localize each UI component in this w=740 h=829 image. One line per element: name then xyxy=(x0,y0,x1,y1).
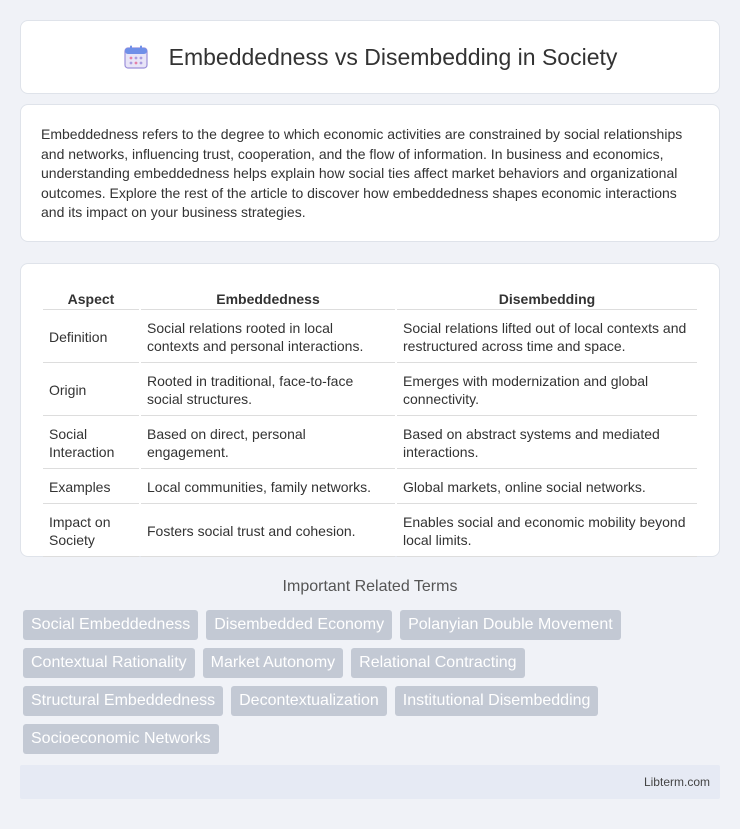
table-row xyxy=(43,471,697,504)
cell-disembedding: Enables social and economic mobility beyond local limits. xyxy=(397,506,697,557)
related-term-tag[interactable]: Structural Embeddedness xyxy=(23,686,223,716)
cell-disembedding: Social relations lifted out of local contexts and restructured across time and space. xyxy=(397,312,697,363)
table-header-row xyxy=(43,286,697,310)
cell-embeddedness: Fosters social trust and cohesion. xyxy=(141,506,395,557)
table-row xyxy=(43,312,697,363)
cell-aspect: Social Interaction xyxy=(43,418,139,469)
footer-site-link[interactable]: Libterm.com xyxy=(643,775,710,789)
cell-aspect: Definition xyxy=(43,312,139,363)
related-terms-list xyxy=(23,610,723,762)
related-term-tag[interactable]: Decontextualization xyxy=(231,686,387,716)
intro-text: Embeddedness refers to the degree to which economic activities are constrained by social relationships and networks, influencing trust, cooperation, and the flow of information. In business and economics, understanding embeddedness helps explain how social ties affect market behaviors and organizational outcomes. Explore the rest of the article to discover how embeddedness shapes economic interactions and its impact on your business strategies. xyxy=(41,126,683,221)
intro-card xyxy=(20,104,720,242)
cell-disembedding: Emerges with modernization and global connectivity. xyxy=(397,365,697,416)
table-row xyxy=(43,365,697,416)
cell-embeddedness: Rooted in traditional, face-to-face social structures. xyxy=(141,365,395,416)
cell-disembedding: Based on abstract systems and mediated interactions. xyxy=(397,418,697,469)
related-term-tag[interactable]: Polanyian Double Movement xyxy=(400,610,621,640)
cell-embeddedness: Based on direct, personal engagement. xyxy=(141,418,395,469)
cell-embeddedness: Social relations rooted in local contexts and personal interactions. xyxy=(141,312,395,363)
header-disembedding: Disembedding xyxy=(397,286,697,310)
related-term-tag[interactable]: Contextual Rationality xyxy=(23,648,195,678)
cell-aspect: Examples xyxy=(43,471,139,504)
related-term-tag[interactable]: Institutional Disembedding xyxy=(395,686,599,716)
title-card xyxy=(20,20,720,94)
cell-disembedding: Global markets, online social networks. xyxy=(397,471,697,504)
comparison-table-card xyxy=(20,263,720,557)
related-term-tag[interactable]: Disembedded Economy xyxy=(206,610,392,640)
related-term-tag[interactable]: Relational Contracting xyxy=(351,648,524,678)
related-term-tag[interactable]: Market Autonomy xyxy=(203,648,344,678)
header-aspect: Aspect xyxy=(43,286,139,310)
related-term-tag[interactable]: Social Embeddedness xyxy=(23,610,198,640)
comparison-table xyxy=(41,284,699,559)
table-row xyxy=(43,506,697,557)
table-row xyxy=(43,418,697,469)
cell-aspect: Origin xyxy=(43,365,139,416)
cell-embeddedness: Local communities, family networks. xyxy=(141,471,395,504)
page-title: Embeddedness vs Disembedding in Society xyxy=(168,43,618,70)
footer xyxy=(20,765,720,799)
related-terms-title: Important Related Terms xyxy=(282,578,458,595)
related-term-tag[interactable]: Socioeconomic Networks xyxy=(23,724,219,754)
calendar-icon xyxy=(123,44,149,70)
cell-aspect: Impact on Society xyxy=(43,506,139,557)
header-embeddedness: Embeddedness xyxy=(141,286,395,310)
